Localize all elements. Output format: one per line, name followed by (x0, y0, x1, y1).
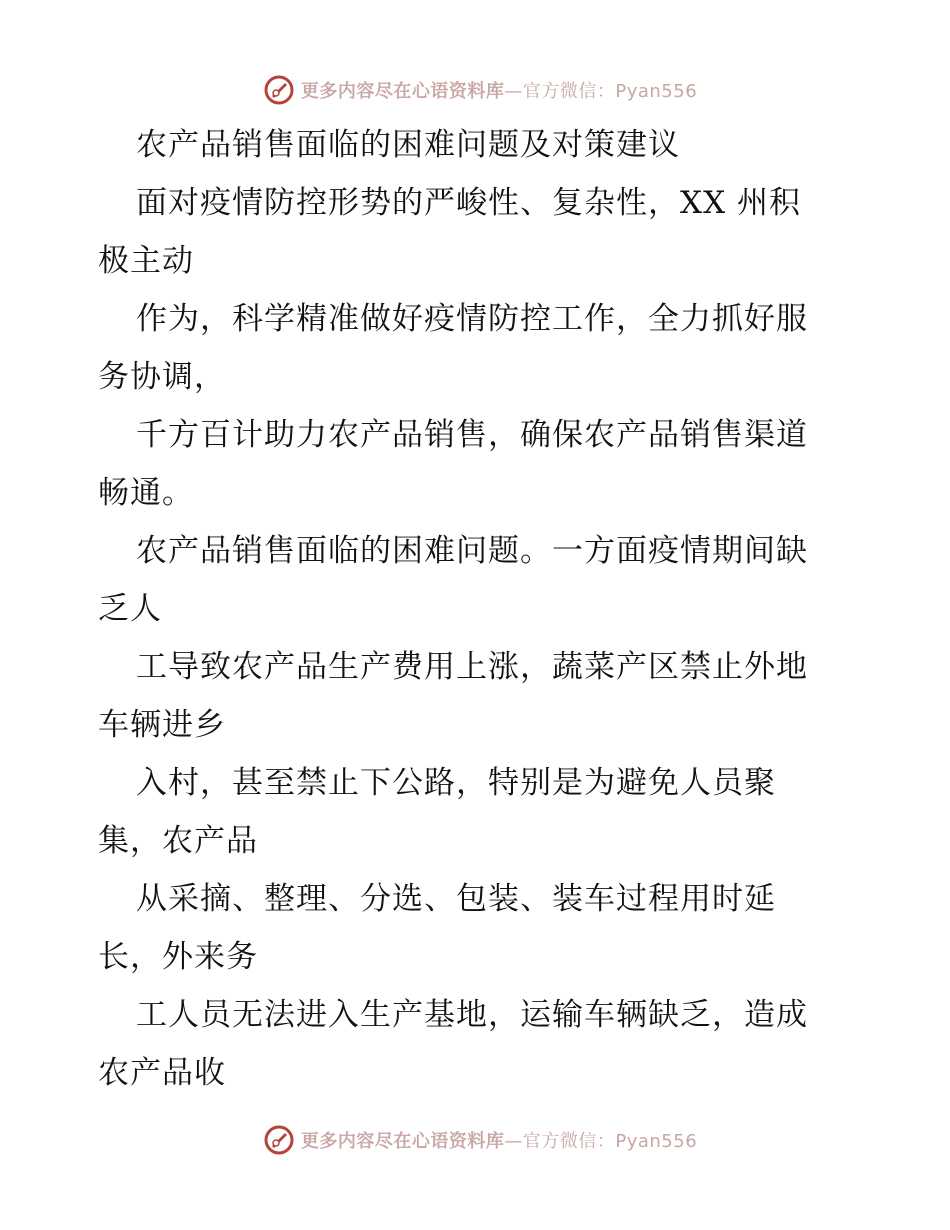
footer-banner-suffix: —官方微信：Pyan556 (504, 1131, 698, 1152)
header-banner-inner (263, 74, 697, 106)
header-banner-text (301, 77, 697, 103)
paragraph-line: 面对疫情防控形势的严峻性、复杂性，XX 州积 (136, 185, 801, 221)
paragraph-line: 乏人 (98, 591, 162, 627)
library-logo-icon (263, 74, 295, 106)
footer-banner-brand: 更多内容尽在心语资料库 (300, 1131, 505, 1152)
paragraph-line: 长，外来务 (98, 939, 258, 975)
paragraph-line: 集，农产品 (98, 823, 258, 859)
footer-banner (0, 1120, 950, 1160)
paragraph-line: 千方百计助力农产品销售，确保农产品销售渠道 (136, 417, 808, 453)
paragraph-line: 农产品销售面临的困难问题。一方面疫情期间缺 (136, 533, 808, 569)
paragraph-line: 畅通。 (98, 475, 194, 511)
paragraph-line: 从采摘、整理、分选、包装、装车过程用时延 (136, 881, 776, 917)
paragraph-line: 车辆进乡 (98, 707, 226, 743)
paragraph-line: 农产品收 (98, 1055, 226, 1091)
paragraph-line: 务协调， (98, 359, 226, 395)
header-banner-suffix: —官方微信：Pyan556 (504, 81, 698, 102)
header-banner-brand: 更多内容尽在心语资料库 (300, 81, 505, 102)
paragraph-line: 作为，科学精准做好疫情防控工作，全力抓好服 (136, 301, 808, 337)
paragraph-line: 极主动 (98, 243, 194, 279)
library-logo-icon (263, 1124, 295, 1156)
document-body (98, 116, 858, 1102)
document-title: 农产品销售面临的困难问题及对策建议 (136, 127, 680, 163)
paragraph-line: 工人员无法进入生产基地，运输车辆缺乏，造成 (136, 997, 808, 1033)
footer-banner-inner (263, 1124, 697, 1156)
header-banner (0, 70, 950, 110)
paragraph-line: 工导致农产品生产费用上涨，蔬菜产区禁止外地 (136, 649, 808, 685)
footer-banner-text (301, 1127, 697, 1153)
paragraph-line: 入村，甚至禁止下公路，特别是为避免人员聚 (136, 765, 776, 801)
